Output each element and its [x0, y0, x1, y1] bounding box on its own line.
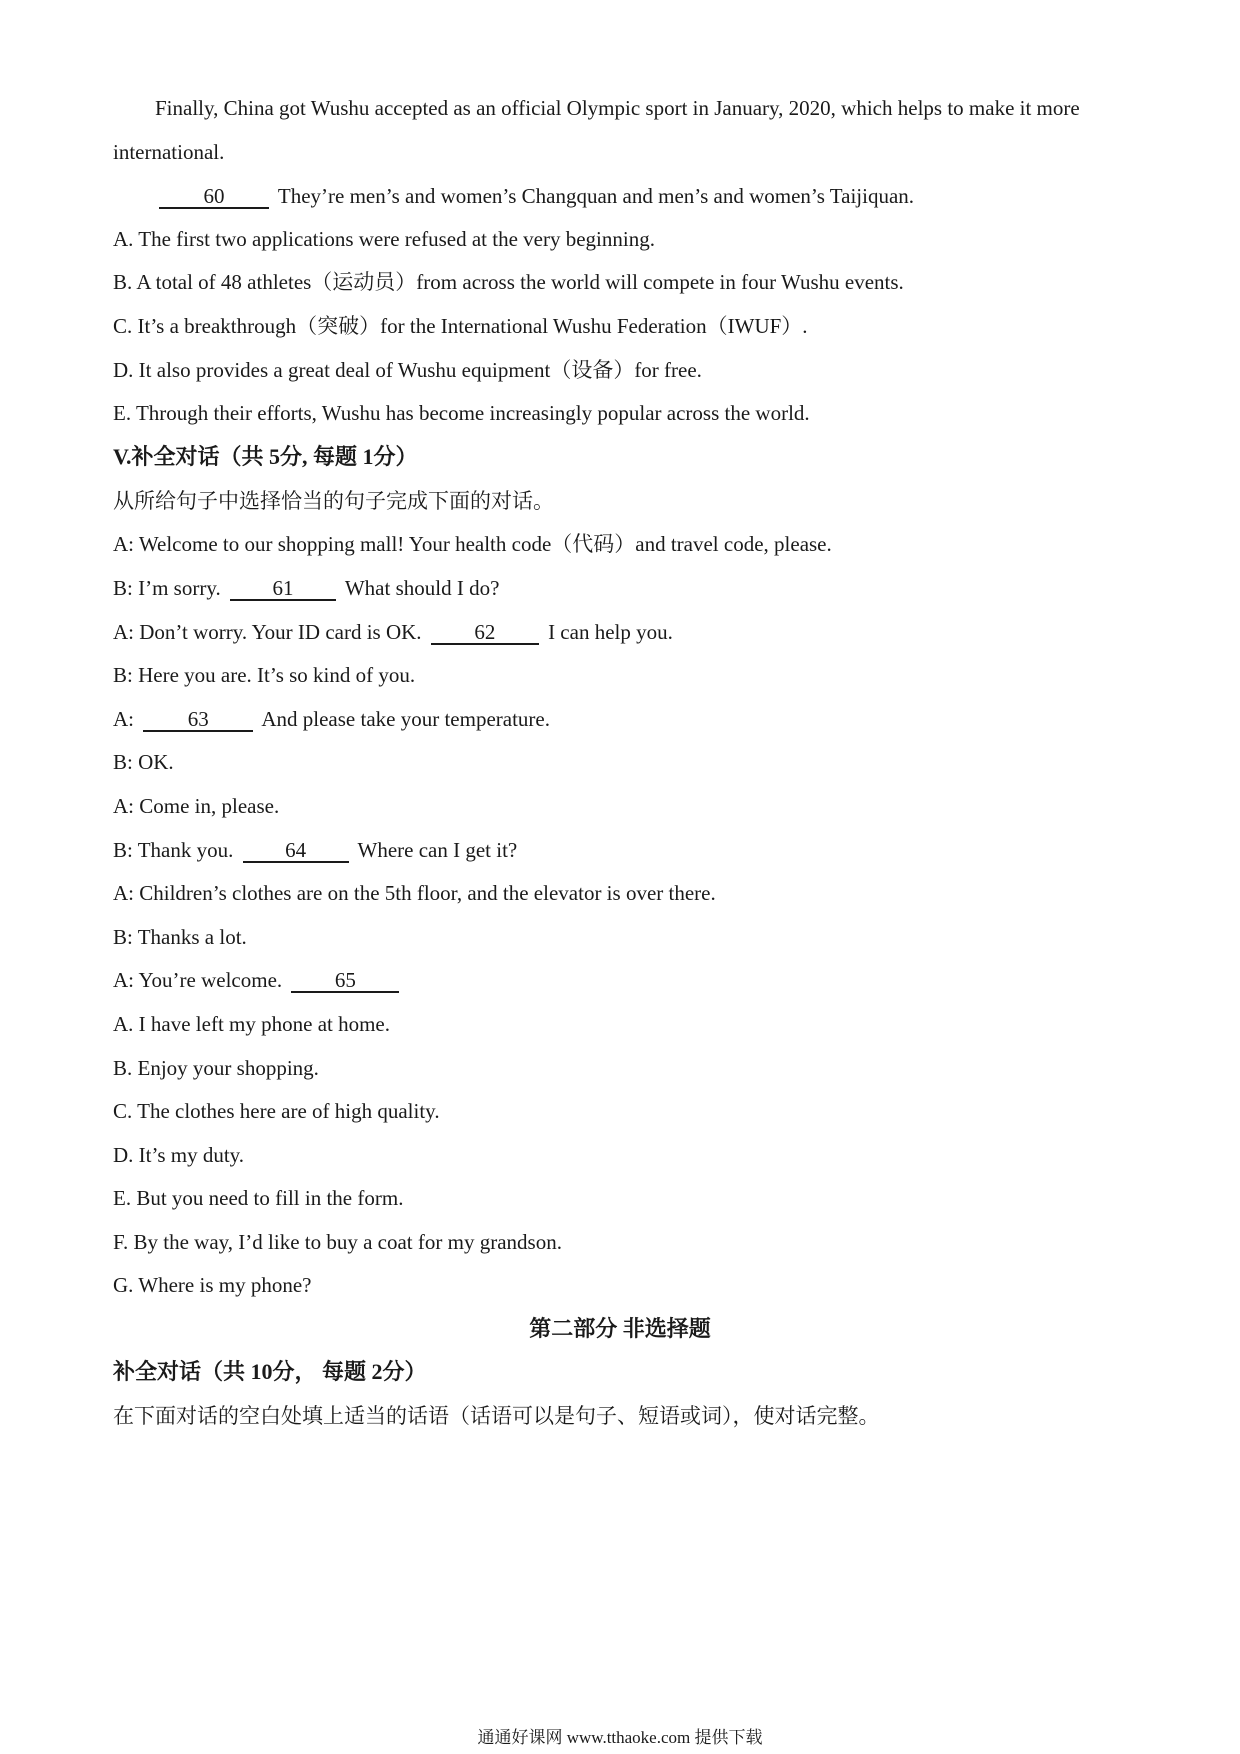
dialogue-line-5-pre: A: [113, 707, 134, 731]
dialogue-option-d: D. It’s my duty. [113, 1143, 245, 1167]
dialogue-option-c: C. The clothes here are of high quality. [113, 1099, 440, 1123]
dialogue-line-1: A: Welcome to our shopping mall! Your health code（代码）and travel code, please. [113, 532, 832, 556]
dialogue-line-7: A: Come in, please. [113, 794, 280, 818]
dialogue-line-2-post: What should I do? [344, 576, 500, 600]
dialogue-line-10: B: Thanks a lot. [113, 925, 247, 949]
dialogue-option-f: F. By the way, I’d like to buy a coat for my grandson. [113, 1230, 562, 1254]
dialogue-line-11 [113, 966, 403, 994]
dialogue-line-2-pre: B: I’m sorry. [113, 576, 221, 600]
question-60-text: They’re men’s and women’s Changquan and men’s and women’s Taijiquan. [277, 184, 915, 208]
section-5-instruction: 从所给句子中选择恰当的句子完成下面的对话。 [113, 489, 554, 513]
section-5-title: V.补全对话（共 5分, 每题 1分） [113, 444, 418, 469]
dialogue-line-11-pre: A: You’re welcome. [113, 968, 283, 992]
blank-65[interactable]: 65 [291, 969, 399, 993]
blank-61[interactable]: 61 [230, 577, 336, 601]
dialogue-line-4: B: Here you are. It’s so kind of you. [113, 663, 416, 687]
dialogue-line-3 [113, 618, 673, 646]
page-footer: 通通好课网 www.tthaoke.com 提供下载 [477, 1728, 763, 1747]
option-a: A. The first two applications were refused at the very beginning. [113, 227, 655, 251]
passage-line-2: international. [113, 140, 225, 164]
passage-line-1: Finally, China got Wushu accepted as an official Olympic sport in January, 2020, which helps to make it more [155, 96, 1080, 120]
dialogue-line-8-pre: B: Thank you. [113, 838, 234, 862]
dialogue-line-9: A: Children’s clothes are on the 5th floor, and the elevator is over there. [113, 881, 716, 905]
part-2-instruction: 在下面对话的空白处填上适当的话语（话语可以是句子、短语或词），使对话完整。 [113, 1404, 880, 1428]
dialogue-option-b: B. Enjoy your shopping. [113, 1056, 319, 1080]
dialogue-option-a: A. I have left my phone at home. [113, 1012, 390, 1036]
dialogue-line-3-pre: A: Don’t worry. Your ID card is OK. [113, 620, 422, 644]
part-2-title: 第二部分 非选择题 [529, 1316, 711, 1341]
question-60 [155, 182, 914, 210]
dialogue-line-8 [113, 836, 517, 864]
dialogue-line-3-post: I can help you. [548, 620, 673, 644]
dialogue-line-5 [113, 705, 550, 733]
part-2-section-title: 补全对话（共 10分， 每题 2分） [113, 1359, 427, 1384]
dialogue-line-5-post: And please take your temperature. [261, 707, 550, 731]
option-b: B. A total of 48 athletes（运动员）from across the world will compete in four Wushu events. [113, 270, 904, 294]
dialogue-option-e: E. But you need to fill in the form. [113, 1186, 404, 1210]
option-e: E. Through their efforts, Wushu has become increasingly popular across the world. [113, 401, 810, 425]
option-d: D. It also provides a great deal of Wushu equipment（设备）for free. [113, 358, 702, 382]
dialogue-option-g: G. Where is my phone? [113, 1273, 312, 1297]
option-c: C. It’s a breakthrough（突破）for the International Wushu Federation（IWUF）. [113, 314, 808, 338]
dialogue-line-6: B: OK. [113, 750, 174, 774]
blank-63[interactable]: 63 [143, 708, 253, 732]
blank-62[interactable]: 62 [431, 621, 539, 645]
blank-64[interactable]: 64 [243, 839, 349, 863]
dialogue-line-8-post: Where can I get it? [357, 838, 518, 862]
blank-60[interactable]: 60 [159, 185, 269, 209]
dialogue-line-2 [113, 574, 499, 602]
